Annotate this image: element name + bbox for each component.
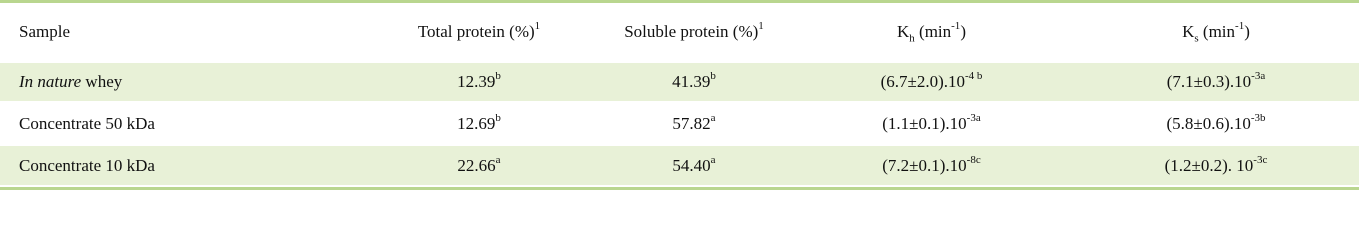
kh-value: (6.7±2.0).10 xyxy=(880,72,965,91)
cell-ks xyxy=(1054,102,1359,145)
total-protein-value: 22.66 xyxy=(457,155,496,175)
sample-text: whey xyxy=(81,72,123,91)
sample-text: Concentrate 50 kDa xyxy=(19,113,155,133)
kh-exponent: -3a xyxy=(966,111,981,124)
soluble-protein-value: 54.40 xyxy=(672,155,711,175)
header-sample xyxy=(0,3,379,62)
header-kh-exponent: -1 xyxy=(951,20,961,33)
header-kh-unit-close: ) xyxy=(960,22,966,41)
cell-sample xyxy=(0,145,379,185)
ks-exponent: -3b xyxy=(1250,111,1266,124)
header-soluble-protein xyxy=(579,3,809,62)
soluble-protein-letter: a xyxy=(710,111,716,124)
total-protein-value: 12.69 xyxy=(457,113,496,133)
header-ks-unit: (min xyxy=(1198,22,1236,41)
kh-value: (1.1±0.1).10 xyxy=(882,113,967,133)
total-protein-value: 12.39 xyxy=(457,72,496,91)
cell-kh xyxy=(809,102,1054,145)
cell-soluble-protein xyxy=(579,102,809,145)
soluble-protein-letter: b xyxy=(710,70,716,83)
cell-total-protein xyxy=(379,102,579,145)
sample-italic-text: In nature xyxy=(19,72,82,91)
cell-ks xyxy=(1054,62,1359,102)
cell-sample xyxy=(0,102,379,145)
cell-kh xyxy=(809,62,1054,102)
ks-value: (7.1±0.3).10 xyxy=(1166,72,1252,91)
cell-soluble-protein xyxy=(579,145,809,185)
kh-exponent: -8c xyxy=(966,153,981,166)
ks-value: (5.8±0.6).10 xyxy=(1166,113,1251,133)
cell-ks xyxy=(1054,145,1359,185)
header-ks-unit-close: ) xyxy=(1244,22,1250,41)
header-kh-subscript: h xyxy=(909,32,915,45)
ks-exponent: -3c xyxy=(1253,153,1268,166)
header-kh-unit: (min xyxy=(914,22,952,41)
header-total-protein-footnote: 1 xyxy=(534,20,541,33)
table-row xyxy=(0,145,1359,185)
header-soluble-protein-footnote: 1 xyxy=(758,20,764,33)
header-total-protein xyxy=(379,3,579,62)
kh-exponent: -4 b xyxy=(964,70,983,83)
total-protein-letter: b xyxy=(495,70,501,83)
header-soluble-protein-label: Soluble protein (%) xyxy=(624,22,759,41)
soluble-protein-value: 57.82 xyxy=(672,113,711,133)
table-row xyxy=(0,102,1359,145)
header-kh xyxy=(809,3,1054,62)
cell-soluble-protein xyxy=(579,62,809,102)
soluble-protein-value: 41.39 xyxy=(672,72,711,91)
table-row xyxy=(0,62,1359,102)
header-ks-base: K xyxy=(1182,22,1195,41)
cell-total-protein xyxy=(379,62,579,102)
kh-value: (7.2±0.1).10 xyxy=(882,155,967,175)
sample-text: Concentrate 10 kDa xyxy=(19,155,155,175)
cell-sample xyxy=(0,62,379,102)
header-ks-exponent: -1 xyxy=(1235,20,1245,33)
cell-total-protein xyxy=(379,145,579,185)
total-protein-letter: b xyxy=(495,111,501,124)
bottom-rule xyxy=(0,187,1359,190)
table-header-row xyxy=(0,3,1359,62)
ks-value: (1.2±0.2). 10 xyxy=(1164,155,1254,175)
header-sample-label: Sample xyxy=(19,22,70,41)
ks-exponent: -3a xyxy=(1251,70,1266,83)
protein-kinetics-table xyxy=(0,3,1359,185)
cell-kh xyxy=(809,145,1054,185)
header-total-protein-label: Total protein (%) xyxy=(417,22,535,41)
header-ks xyxy=(1054,3,1359,62)
soluble-protein-letter: a xyxy=(710,153,716,166)
total-protein-letter: a xyxy=(495,153,501,166)
header-ks-subscript: s xyxy=(1194,32,1199,45)
header-kh-base: K xyxy=(897,22,910,41)
